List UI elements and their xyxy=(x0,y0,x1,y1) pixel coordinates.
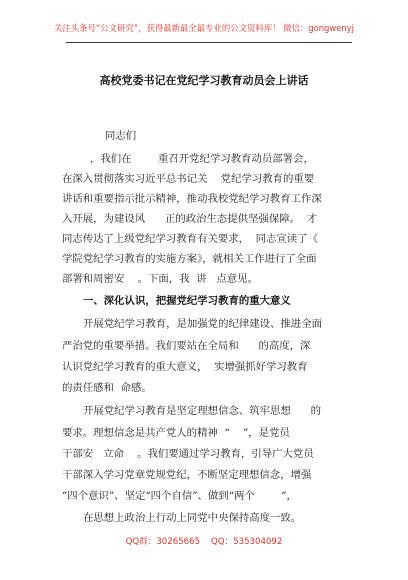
body-line: 学院党纪学习教育的实施方案》，就相关工作进行了全面 xyxy=(62,253,317,265)
body-line: 干部安 立命 。我们要通过学习教育，引导广大党员 xyxy=(62,448,314,460)
body-line: “四个意识”、坚定“四个自信”、做到“两个 ”， xyxy=(62,490,297,502)
body-line: 入开展，为建设风 正的政治生态提供坚强保障。 才 xyxy=(62,213,318,225)
footer-qq-group: QQ群：30265665 xyxy=(125,537,201,547)
body-line: 的责任感和 命感。 xyxy=(62,382,152,394)
body-line: 在深入贯彻落实习近平总书记关 党纪学习教育的重要 xyxy=(62,173,315,185)
body-line: 在思想上政治上行动上同党中央保持高度一致。 xyxy=(83,512,302,524)
body-line: 同志传达了上级党纪学习教育有关要求， 同志宣读了《 xyxy=(62,233,318,245)
header-banner: 关注头条号“公文研究”，获得最新最全最专业的公文资料库！ 微信：gongwenyj xyxy=(54,23,354,33)
body-line: 要求。理想信念是共产党人的精神 “ ”，是党员 xyxy=(62,427,290,439)
salutation: 同志们 xyxy=(105,130,137,142)
body-line: 认识党纪学习教育的重大意义， 实增强抓好学习教育 xyxy=(62,361,308,373)
header-divider xyxy=(66,42,352,43)
section-heading: 一、深化认识，把握党纪学习教育的重大意义 xyxy=(83,295,291,307)
body-line: 开展党纪学习教育是坚定理想信念、筑牢思想 的 xyxy=(83,405,322,417)
body-line: 干部深入学习党章党规党纪，不断坚定理想信念，增强 xyxy=(62,469,312,481)
footer-qq: QQ：535304092 xyxy=(211,537,283,547)
body-line: 部署和周密安 。下面，我 讲 点意见。 xyxy=(62,273,258,285)
body-line: 开展党纪学习教育，是加强党的纪律建设、推进全面 xyxy=(83,318,322,330)
body-line: 讲话和重要指示批示精神，推动我校党纪学习教育工作深 xyxy=(62,193,322,205)
body-line: ，我们在 重召开党纪学习教育动员部署会， xyxy=(90,153,314,165)
footer-contact xyxy=(0,535,408,547)
document-title: 高校党委书记在党纪学习教育动员会上讲话 xyxy=(99,74,309,87)
body-line: 严治党的重要举措。我们要站在全局和 的高度，深 xyxy=(62,340,311,352)
